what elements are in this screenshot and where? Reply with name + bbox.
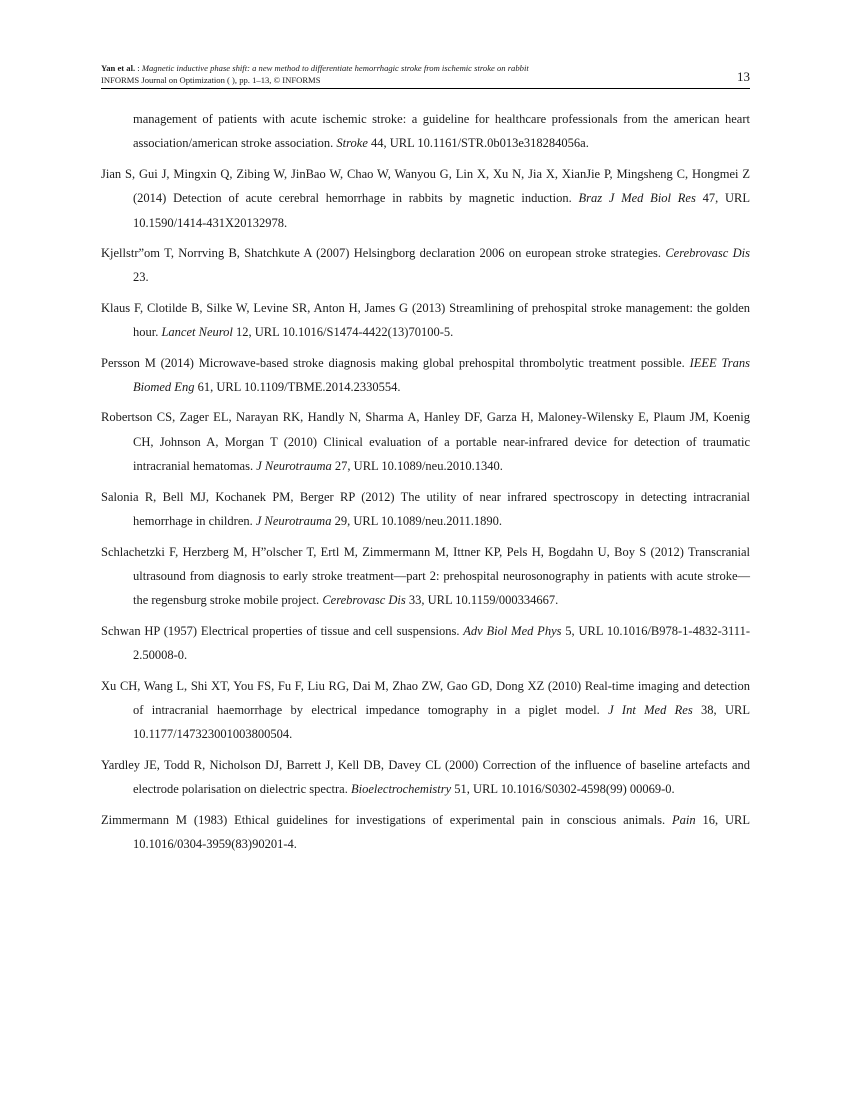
reference-entry [101, 540, 750, 613]
reference-tail: 51, URL 10.1016/S0302-4598(99) 00069-0. [451, 782, 675, 797]
reference-text: Salonia R, Bell MJ, Kochanek PM, Berger RP (2012) The utility of near infrared spectroscopy in detecting intracranial hemorrhage in children. [101, 489, 750, 529]
reference-venue: IEEE Trans Biomed Eng [133, 355, 750, 395]
running-header [101, 63, 750, 89]
header-separator: : [135, 63, 142, 73]
header-article-title: Magnetic inductive phase shift: a new method to differentiate hemorrhagic stroke from ischemic stroke on rabbit [141, 63, 529, 73]
reference-venue: Stroke [336, 136, 368, 151]
reference-venue: Braz J Med Biol Res [578, 191, 696, 206]
reference-tail: 47, URL 10.1590/1414-431X20132978. [133, 191, 751, 230]
reference-text: Persson M (2014) Microwave-based stroke diagnosis making global prehospital thrombolytic treatment possible. [101, 355, 690, 370]
reference-entry [101, 162, 750, 235]
reference-venue: Bioelectrochemistry [350, 782, 452, 797]
reference-tail: 12, URL 10.1016/S1474-4422(13)70100-5. [232, 325, 454, 340]
reference-entry [101, 107, 750, 156]
reference-tail: 44, URL 10.1161/STR.0b013e318284056a. [367, 136, 589, 151]
reference-tail: 38, URL 10.1177/147323001003800504. [133, 702, 751, 742]
reference-tail: 27, URL 10.1089/neu.2010.1340. [331, 459, 503, 474]
header-journal: INFORMS Journal on Optimization ( ), pp. 1–13, © INFORMS [101, 75, 321, 85]
reference-text: Schwan HP (1957) Electrical properties of tissue and cell suspensions. [101, 623, 464, 638]
page-number: 13 [737, 69, 750, 84]
reference-text: Klaus F, Clotilde B, Silke W, Levine SR, Anton H, James G (2013) Streamlining of prehospital stroke management: the golden hour. [101, 300, 750, 340]
header-authors: Yan et al. [101, 63, 136, 73]
reference-text: Yardley JE, Todd R, Nicholson DJ, Barrett J, Kell DB, Davey CL (2000) Correction of the influence of baseline artefacts and electrode polarisation on dielectric spectra. [101, 757, 750, 797]
reference-entry [101, 753, 750, 802]
reference-tail: 61, URL 10.1109/TBME.2014.2330554. [194, 380, 401, 395]
reference-text: Kjellstr”om T, Norrving B, Shatchkute A (2007) Helsingborg declaration 2006 on european stroke strategies. [101, 246, 666, 261]
reference-entry [101, 674, 750, 747]
reference-text: Jian S, Gui J, Mingxin Q, Zibing W, JinBao W, Chao W, Wanyou G, Lin X, Xu N, Jia X, XianJie P, Mingsheng C, Hongmei Z (2014) Detection of acute cerebral hemorrhage in rabbits by magnetic induction. [101, 166, 750, 206]
reference-text: Zimmermann M (1983) Ethical guidelines for investigations of experimental pain in conscious animals. [101, 812, 672, 827]
reference-venue: Cerebrovasc Dis [665, 246, 750, 261]
reference-venue: J Neurotrauma [256, 459, 332, 474]
reference-tail: 16, URL 10.1016/0304-3959(83)90201-4. [133, 812, 751, 851]
reference-venue: Pain [672, 812, 696, 827]
reference-entry [101, 296, 750, 345]
reference-venue: Adv Biol Med Phys [463, 623, 562, 638]
reference-text: Schlachetzki F, Herzberg M, H”olscher T, Ertl M, Zimmermann M, Ittner KP, Pels H, Bogdahn U, Boy S (2012) Transcranial ultrasound from diagnosis to early stroke treatment—part 2: prehospital neurosonography in patients with acute stroke—the regensburg stroke mobile project. [101, 544, 750, 608]
reference-tail: 29, URL 10.1089/neu.2011.1890. [331, 514, 503, 529]
reference-entry [101, 485, 750, 534]
reference-entry [101, 619, 750, 668]
reference-tail: 5, URL 10.1016/B978-1-4832-3111-2.50008-0. [133, 623, 750, 663]
reference-text: Robertson CS, Zager EL, Narayan RK, Handly N, Sharma A, Hanley DF, Garza H, Maloney-Wilensky E, Plaum JM, Koenig CH, Johnson A, Morgan T (2010) Clinical evaluation of a portable near-infrared device for detection of traumatic intracranial hematomas. [101, 410, 750, 474]
reference-entry [101, 808, 750, 857]
reference-entry [101, 351, 750, 400]
reference-venue: J Int Med Res [608, 702, 693, 717]
reference-text: management of patients with acute ischemic stroke: a guideline for healthcare professionals from the american heart association/american stroke association. [133, 112, 750, 151]
reference-tail: 23. [133, 270, 149, 285]
reference-tail: 33, URL 10.1159/000334667. [405, 593, 559, 608]
reference-venue: Cerebrovasc Dis [322, 593, 406, 608]
reference-entry [101, 405, 750, 478]
reference-text: Xu CH, Wang L, Shi XT, You FS, Fu F, Liu RG, Dai M, Zhao ZW, Gao GD, Dong XZ (2010) Real-time imaging and detection of intracranial haemorrhage by electrical impedance tomography in a piglet model. [101, 678, 750, 717]
reference-list [101, 107, 750, 862]
reference-venue: J Neurotrauma [255, 514, 332, 529]
reference-entry [101, 241, 750, 290]
header-title-line [101, 63, 529, 73]
reference-venue: Lancet Neurol [161, 325, 233, 340]
